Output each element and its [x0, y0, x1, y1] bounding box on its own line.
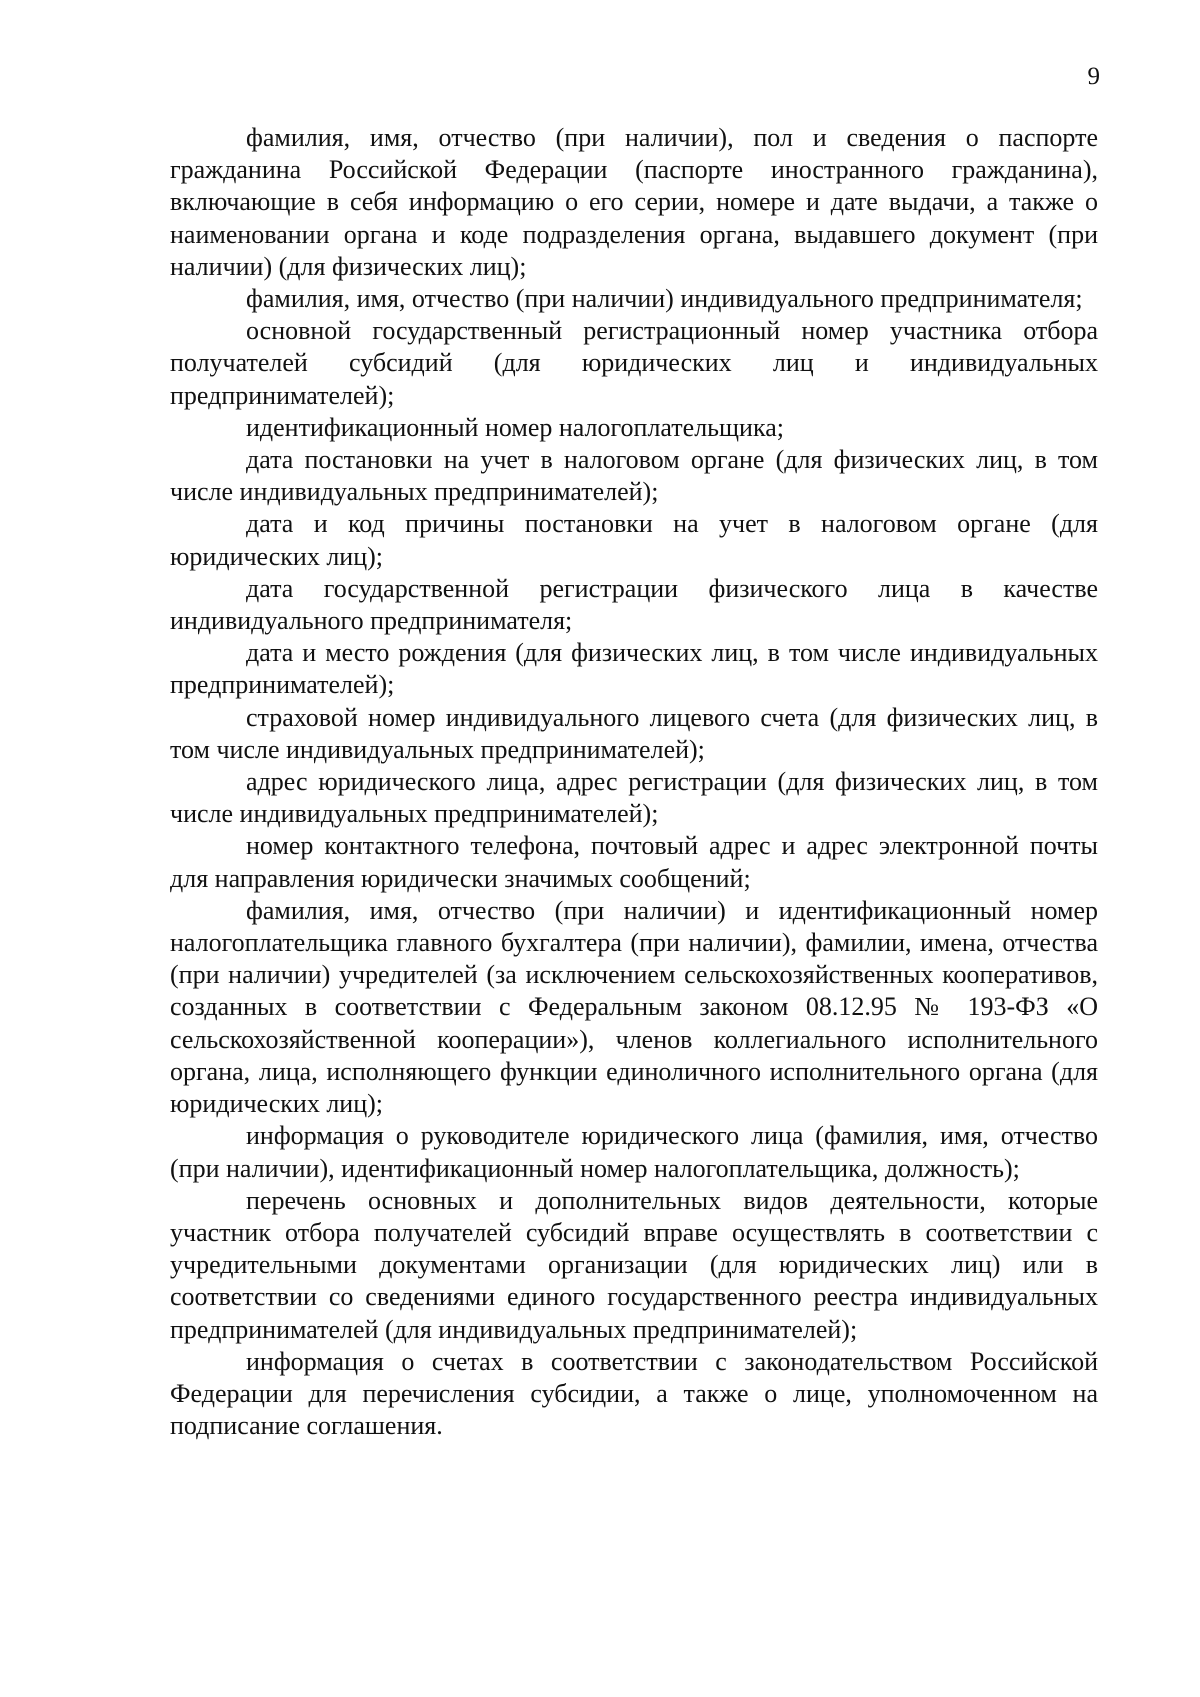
paragraph-passport-details: фамилия, имя, отчество (при наличии), пол и сведения о паспорте гражданина Российской Федерации (паспорте иностранного гражданина), включающие в себя информацию о его серии, номере и дате выдачи, а также о наименовании органа и коде подразделения органа, выдавшего документ (при наличии) (для физических лиц);	[170, 123, 1098, 281]
paragraph-ogrn: основной государственный регистрационный номер участника отбора получателей субсидий (для юридических лиц и индивидуальных предпринимателей);	[170, 316, 1098, 410]
page-number: 9	[1087, 63, 1100, 90]
paragraph-address: адрес юридического лица, адрес регистрации (для физических лиц, в том числе индивидуальных предпринимателей);	[170, 767, 1098, 829]
paragraph-entrepreneur-name: фамилия, имя, отчество (при наличии) индивидуального предпринимателя;	[246, 284, 1083, 314]
paragraph-snils: страховой номер индивидуального лицевого счета (для физических лиц, в том числе индивидуальных предпринимателей);	[170, 702, 1098, 764]
paragraph-activities: перечень основных и дополнительных видов деятельности, которые участник отбора получателей субсидий вправе осуществлять в соответствии с учредительными документами организации (для юридических лиц) или в соответствии со сведениями единого государственного реестра индивидуальных предпринимателей (для индивидуальных предпринимателей);	[170, 1185, 1098, 1344]
paragraph-birth-date-place: дата и место рождения (для физических лиц, в том числе индивидуальных предпринимателей);	[170, 638, 1098, 700]
paragraph-ip-registration-date: дата государственной регистрации физического лица в качестве индивидуального предпринимателя;	[170, 573, 1098, 636]
document-body	[170, 122, 1098, 1442]
paragraph-head-info: информация о руководителе юридического лица (фамилия, имя, отчество (при наличии), идентификационный номер налогоплательщика, должность);	[170, 1121, 1098, 1183]
paragraph-accountant-founders: фамилия, имя, отчество (при наличии) и идентификационный номер налогоплательщика главного бухгалтера (при наличии), фамилии, имена, отчества (при наличии) учредителей (за исключением сельскохозяйственных кооперативов, созданных в соответствии с Федеральным законом 08.12.95 № 193-ФЗ «О сельскохозяйственной кооперации»), членов коллегиального исполнительного органа, лица, исполняющего функции единоличного исполнительного органа (для юридических лиц);	[170, 895, 1098, 1119]
paragraph-tax-registration-date: дата постановки на учет в налоговом органе (для физических лиц, в том числе индивидуальных предпринимателей);	[170, 445, 1098, 507]
paragraph-inn: идентификационный номер налогоплательщика;	[246, 412, 784, 442]
paragraph-kpp: дата и код причины постановки на учет в налоговом органе (для юридических лиц);	[170, 509, 1098, 571]
paragraph-contacts: номер контактного телефона, почтовый адрес и адрес электронной почты для направления юридически значимых сообщений;	[170, 831, 1098, 893]
paragraph-bank-accounts: информация о счетах в соответствии с законодательством Российской Федерации для перечисления субсидии, а также о лице, уполномоченном на подписание соглашения.	[170, 1346, 1098, 1441]
